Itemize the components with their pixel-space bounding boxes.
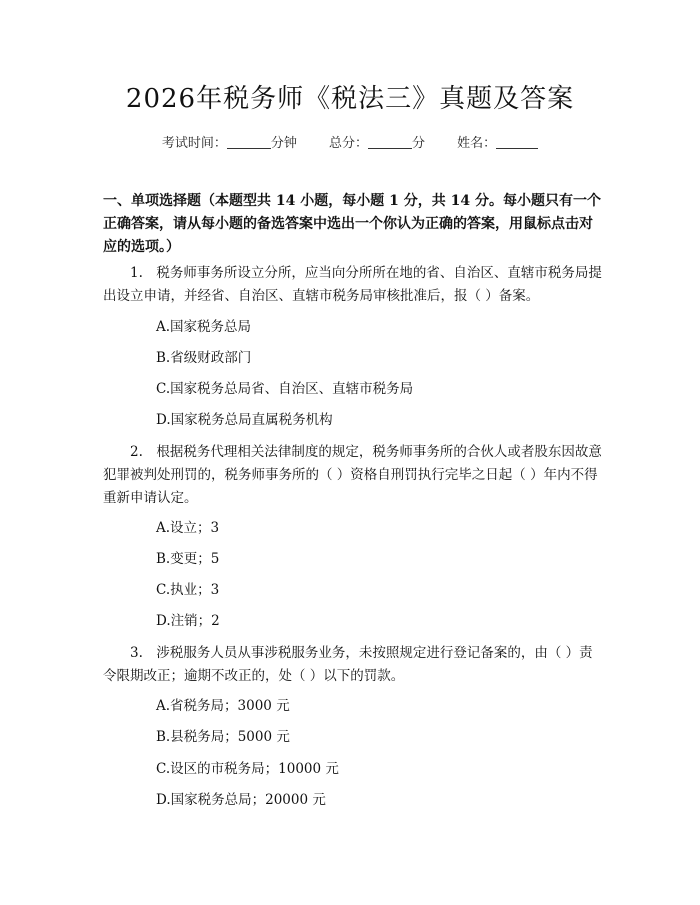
question-2-option-c[interactable]: C.执业；3 bbox=[156, 582, 220, 598]
name-field bbox=[457, 132, 538, 151]
question-2-stem: 2. 根据税务代理相关法律制度的规定，税务师事务所的合伙人或者股东因故意犯罪被判处刑罚的，税务师事务所的（ ）资格自刑罚执行完毕之日起（ ）年内不得重新申请认定。 bbox=[103, 444, 602, 506]
total-score-label: 总分： bbox=[328, 136, 368, 151]
question-1-option-b[interactable]: B.省级财政部门 bbox=[156, 350, 252, 366]
question-3-option-b[interactable]: B.县税务局；5000 元 bbox=[156, 729, 290, 745]
total-score-field bbox=[329, 132, 425, 151]
question-2-option-a[interactable]: A.设立；3 bbox=[156, 520, 220, 536]
question-1-stem: 1. 税务师事务所设立分所，应当向分所所在地的省、自治区、直辖市税务局提出设立申请，并经省、自治区、直辖市税务局审核批准后，报（ ）备案。 bbox=[103, 265, 602, 304]
total-score-unit: 分 bbox=[412, 136, 426, 151]
question-3-stem: 3. 涉税服务人员从事涉税服务业务，未按照规定进行登记备案的，由（ ）责令限期改正；逾期不改正的，处（ ）以下的罚款。 bbox=[103, 645, 593, 684]
question-1-option-c[interactable]: C.国家税务总局省、自治区、直辖市税务局 bbox=[156, 381, 414, 397]
section-heading: 一、单项选择题（本题型共 14 小题，每小题 1 分，共 14 分。每小题只有一个正确答案，请从每小题的备选答案中选出一个你认为正确的答案，用鼠标点击对应的选项。） bbox=[103, 193, 601, 255]
exam-info-line bbox=[0, 132, 700, 151]
question-2-option-d[interactable]: D.注销；2 bbox=[156, 613, 220, 629]
exam-time-blank[interactable] bbox=[227, 148, 271, 149]
question-3-option-a[interactable]: A.省税务局；3000 元 bbox=[156, 698, 290, 714]
question-3-option-d[interactable]: D.国家税务总局；20000 元 bbox=[156, 792, 326, 808]
question-3-option-c[interactable]: C.设区的市税务局；10000 元 bbox=[156, 761, 339, 777]
exam-time-field bbox=[162, 132, 297, 151]
question-1-option-a[interactable]: A.国家税务总局 bbox=[156, 319, 252, 335]
question-2-option-b[interactable]: B.变更；5 bbox=[156, 551, 220, 567]
document-title: 2026年税务师《税法三》真题及答案 bbox=[125, 84, 575, 114]
exam-time-label: 考试时间： bbox=[161, 136, 227, 151]
exam-time-unit: 分钟 bbox=[270, 136, 297, 151]
name-label: 姓名： bbox=[457, 136, 497, 151]
total-score-blank[interactable] bbox=[368, 148, 412, 149]
question-1-option-d[interactable]: D.国家税务总局直属税务机构 bbox=[156, 412, 333, 428]
name-blank[interactable] bbox=[496, 148, 538, 149]
